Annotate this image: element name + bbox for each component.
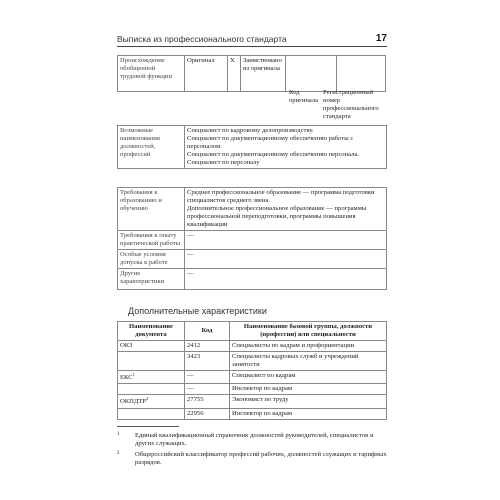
footnote-2 — [117, 451, 387, 467]
additional-name: Специалисты кадровых служб и учреждений занятости — [230, 352, 387, 371]
page-number: 17 — [375, 33, 387, 44]
positions-table — [117, 125, 387, 169]
positions-list — [185, 126, 387, 169]
req-other-value: — — [185, 269, 387, 290]
origin-reg-label: Регистрационный номер профессионального стандарта — [323, 89, 379, 121]
additional-doc — [118, 384, 185, 395]
additional-header-code: Код — [185, 322, 230, 341]
positions-label: Возможные наименования должностей, профессий — [118, 126, 185, 169]
origin-original: Оригинал — [185, 56, 228, 92]
origin-borrowed: Заимствовано из оригинала — [241, 56, 286, 92]
origin-reg-cell — [337, 56, 386, 92]
requirements-table — [117, 187, 387, 290]
additional-doc-cell — [118, 395, 185, 408]
additional-doc: ОКЗ — [118, 341, 185, 352]
additional-doc: ЕКС — [120, 374, 133, 382]
additional-code: — — [185, 371, 230, 384]
req-education-line: Дополнительное профессиональное образование — программы профессиональной переподготовки, программы повышения квалификации — [187, 205, 367, 229]
additional-header-name: Наименование базовой группы, должности (профессии) или специальности — [230, 322, 387, 341]
additional-name: Специалисты по кадрам и профориентации — [230, 341, 387, 352]
footnote-ref: 1 — [132, 372, 135, 378]
req-experience-label: Требования к опыту практической работы — [118, 231, 185, 250]
footnote-1 — [117, 432, 387, 448]
header-title: Выписка из профессионального стандарта — [117, 34, 287, 44]
footnote-mark: 1 — [117, 432, 120, 437]
origin-table — [117, 55, 386, 92]
req-education-label: Требования к образованию и обучению — [118, 188, 185, 231]
req-other-label: Другие характеристики — [118, 269, 185, 290]
additional-name: Специалист по кадрам — [230, 371, 387, 384]
origin-sublabels — [287, 88, 385, 122]
additional-name: Инспектор по кадрам — [230, 408, 387, 419]
req-conditions-label: Особые условия допуска к работе — [118, 250, 185, 269]
additional-code: 3423 — [185, 352, 230, 371]
additional-name: Экономист по труду — [230, 395, 387, 408]
footnote-mark: 2 — [117, 451, 120, 456]
additional-doc — [118, 408, 185, 419]
position-line: Специалист по документационному обеспечению персонала. — [187, 151, 359, 159]
req-experience-value: — — [185, 231, 387, 250]
origin-mark: X — [228, 56, 241, 92]
additional-code: 27755 — [185, 395, 230, 408]
position-line: Специалист по кадровому делопроизводству. — [187, 127, 314, 134]
footnote-text: Единый квалификационный справочник должностей руководителей, специалистов и других служащих. — [135, 432, 374, 448]
additional-title: Дополнительные характеристики — [128, 306, 267, 316]
origin-code-cell — [286, 56, 337, 92]
additional-doc: ОКПДТР — [120, 398, 147, 406]
additional-name: Инспектор по кадрам — [230, 384, 387, 395]
additional-doc — [118, 352, 185, 371]
req-education-line: Среднее профессиональное образование — программа подготовки специалистов среднего звена. — [187, 189, 375, 205]
additional-code: 2412 — [185, 341, 230, 352]
req-conditions-value: — — [185, 250, 387, 269]
footnote-ref: 2 — [146, 396, 149, 402]
additional-code: 22956 — [185, 408, 230, 419]
position-line: Специалист по персоналу — [187, 159, 260, 167]
additional-code: — — [185, 384, 230, 395]
additional-table — [117, 321, 387, 420]
footnote-divider — [117, 426, 179, 427]
origin-code-label: Код оригинала — [289, 89, 319, 105]
additional-header-doc: Наименование документа — [118, 322, 185, 341]
page-header — [117, 34, 387, 47]
footnote-text: Общероссийский классификатор профессий рабочих, должностей служащих и тарифных разрядов. — [135, 451, 387, 467]
req-education-value — [185, 188, 387, 231]
origin-label: Происхождение обобщенной трудовой функции — [118, 56, 185, 92]
additional-doc-cell — [118, 371, 185, 384]
position-line: Специалист по документационному обеспечению работы с персоналом. — [187, 135, 354, 151]
